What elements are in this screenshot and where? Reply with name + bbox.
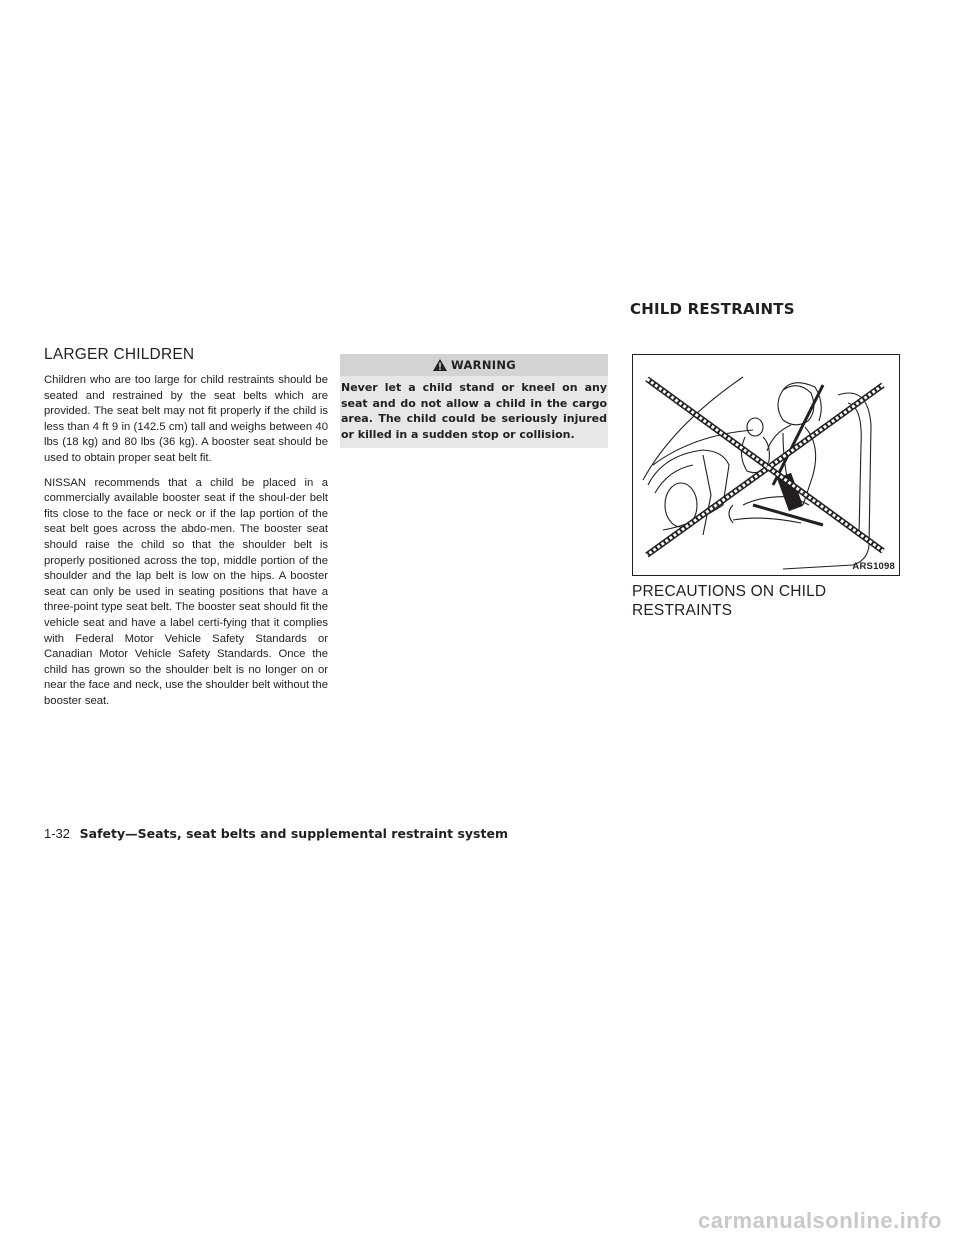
larger-children-section xyxy=(44,346,328,718)
figure-section xyxy=(632,354,902,620)
warning-label: WARNING xyxy=(451,358,516,372)
page-footer xyxy=(44,826,508,841)
larger-children-heading: LARGER CHILDREN xyxy=(44,346,195,363)
precautions-heading: PRECAUTIONS ON CHILD RESTRAINTS xyxy=(632,583,827,619)
page-header-title: CHILD RESTRAINTS xyxy=(630,300,795,318)
page-number: 1-32 xyxy=(44,826,71,841)
illustration-drawing xyxy=(633,355,900,576)
chapter-title: Safety—Seats, seat belts and supplemental restraint system xyxy=(79,826,508,841)
warning-header xyxy=(340,354,608,376)
warning-text: Never let a child stand or kneel on any seat and do not allow a child in the cargo area. The child could be seriously injured or killed in a sudden stop or collision. xyxy=(341,381,607,441)
larger-children-paragraph-2: NISSAN recommends that a child be placed in a commercially available booster seat if the shoul-der belt fits close to the face or neck or if the lap portion of the seat belt goes across the abdo-men. The booster seat should raise the child so that the shoulder belt is properly positioned across the top, middle portion of the shoulder and the lap belt is low on the hips. A booster seat can only be used in seating positions that have a three-point type seat belt. The booster seat should fit the vehicle seat and have a label certi-fying that it complies with Federal Motor Vehicle Safety Standards or Canadian Motor Vehicle Safety Standards. Once the child has grown so the shoulder belt is no longer on or near the face and neck, use the shoulder belt without the booster seat. xyxy=(44,476,328,707)
child-in-seat-illustration xyxy=(632,354,900,576)
warning-section xyxy=(340,354,608,448)
watermark: carmanualsonline.info xyxy=(698,1208,942,1233)
figure-code: ARS1098 xyxy=(852,561,895,572)
warning-triangle-icon xyxy=(432,358,448,372)
larger-children-paragraph-1: Children who are too large for child restraints should be seated and restrained by the seat belts which are provided. The seat belt may not fit properly if the child is less than 4 ft 9 in (142.5 cm) tall and weighs between 40 lbs (18 kg) and 80 lbs (36 kg). A booster seat should be used to obtain proper seat belt fit. xyxy=(44,374,328,464)
warning-box xyxy=(340,354,608,448)
